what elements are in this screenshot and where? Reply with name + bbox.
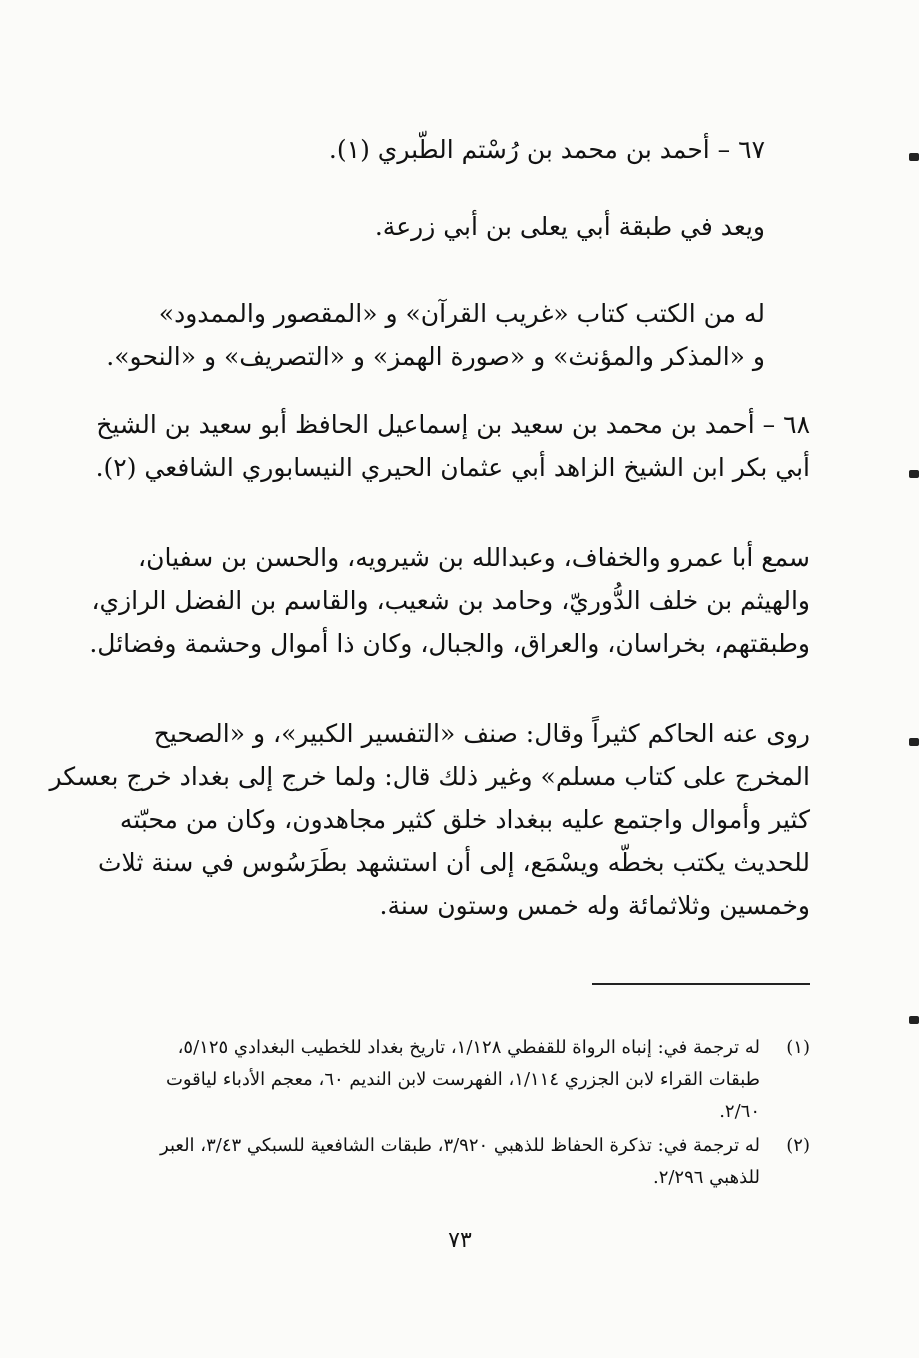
margin-mark bbox=[909, 1016, 919, 1024]
text-line: للحديث يكتب بخطّه ويسْمَع، إلى أن استشهد بطَرَسُوس في سنة ثلاث bbox=[98, 848, 810, 877]
entry-67-heading bbox=[140, 128, 765, 171]
text-line: له ترجمة في: تذكرة الحفاظ للذهبي ٣/٩٢٠، طبقات الشافعية للسبكي ٣/٤٣، العبر bbox=[160, 1135, 760, 1156]
text-line: المخرج على كتاب مسلم» وغير ذلك قال: ولما خرج إلى بغداد خرج بعسكر bbox=[49, 762, 810, 791]
entry-68-paragraph-1 bbox=[89, 536, 810, 665]
text-line: أبي بكر ابن الشيخ الزاهد أبي عثمان الحيري النيسابوري الشافعي (٢). bbox=[95, 453, 810, 482]
footnote-1 bbox=[140, 1032, 810, 1128]
text-line: ٦٧ – أحمد بن محمد بن رُسْتم الطّبري (١). bbox=[328, 135, 765, 164]
text-line: طبقات القراء لابن الجزري ١/١١٤، الفهرست لابن النديم ٦٠، معجم الأدباء لياقوت bbox=[165, 1069, 760, 1090]
text-line: ويعد في طبقة أبي يعلى بن أبي زرعة. bbox=[374, 212, 765, 241]
entry-68-paragraph-2 bbox=[49, 712, 810, 927]
footnote-number: (١) bbox=[786, 1037, 810, 1058]
margin-mark bbox=[909, 470, 919, 478]
text-line: روى عنه الحاكم كثيراً وقال: صنف «التفسير الكبير»، و «الصحيح bbox=[153, 719, 810, 748]
text-line: له من الكتب كتاب «غريب القرآن» و «المقصور والممدود» bbox=[158, 299, 765, 328]
footnote-text bbox=[140, 1032, 760, 1128]
text-line: للذهبي ٢/٢٩٦. bbox=[652, 1167, 760, 1188]
entry-67-paragraph-2 bbox=[106, 292, 765, 378]
text-line: والهيثم بن خلف الدُّوريّ، وحامد بن شعيب، والقاسم بن الفضل الرازي، bbox=[91, 586, 810, 615]
text-line: و «المذكر والمؤنث» و «صورة الهمز» و «التصريف» و «النحو». bbox=[106, 342, 765, 371]
entry-67-paragraph-1 bbox=[140, 205, 765, 248]
text-line: له ترجمة في: إنباه الرواة للقفطي ١/١٢٨، تاريخ بغداد للخطيب البغدادي ٥/١٢٥، bbox=[177, 1037, 760, 1058]
text-line: سمع أبا عمرو والخفاف، وعبدالله بن شيرويه، والحسن بن سفيان، bbox=[138, 543, 810, 572]
margin-mark bbox=[909, 153, 919, 161]
text-line: ٦٨ – أحمد بن محمد بن سعيد بن إسماعيل الحافظ أبو سعيد بن الشيخ bbox=[96, 410, 810, 439]
footnote-text bbox=[140, 1130, 760, 1194]
footnote-2 bbox=[140, 1130, 810, 1194]
page-number: ٧٣ bbox=[448, 1228, 472, 1253]
text-line: وخمسين وثلاثمائة وله خمس وستون سنة. bbox=[379, 891, 810, 920]
entry-68-heading bbox=[95, 403, 810, 489]
text-line: ٢/٦٠. bbox=[719, 1101, 760, 1122]
footnote-separator bbox=[592, 983, 810, 985]
footnote-number: (٢) bbox=[786, 1135, 810, 1156]
text-line: كثير وأموال واجتمع عليه ببغداد خلق كثير مجاهدون، وكان من محبّته bbox=[119, 805, 810, 834]
margin-mark bbox=[909, 738, 919, 746]
text-line: وطبقتهم، بخراسان، والعراق، والجبال، وكان ذا أموال وحشمة وفضائل. bbox=[89, 629, 810, 658]
